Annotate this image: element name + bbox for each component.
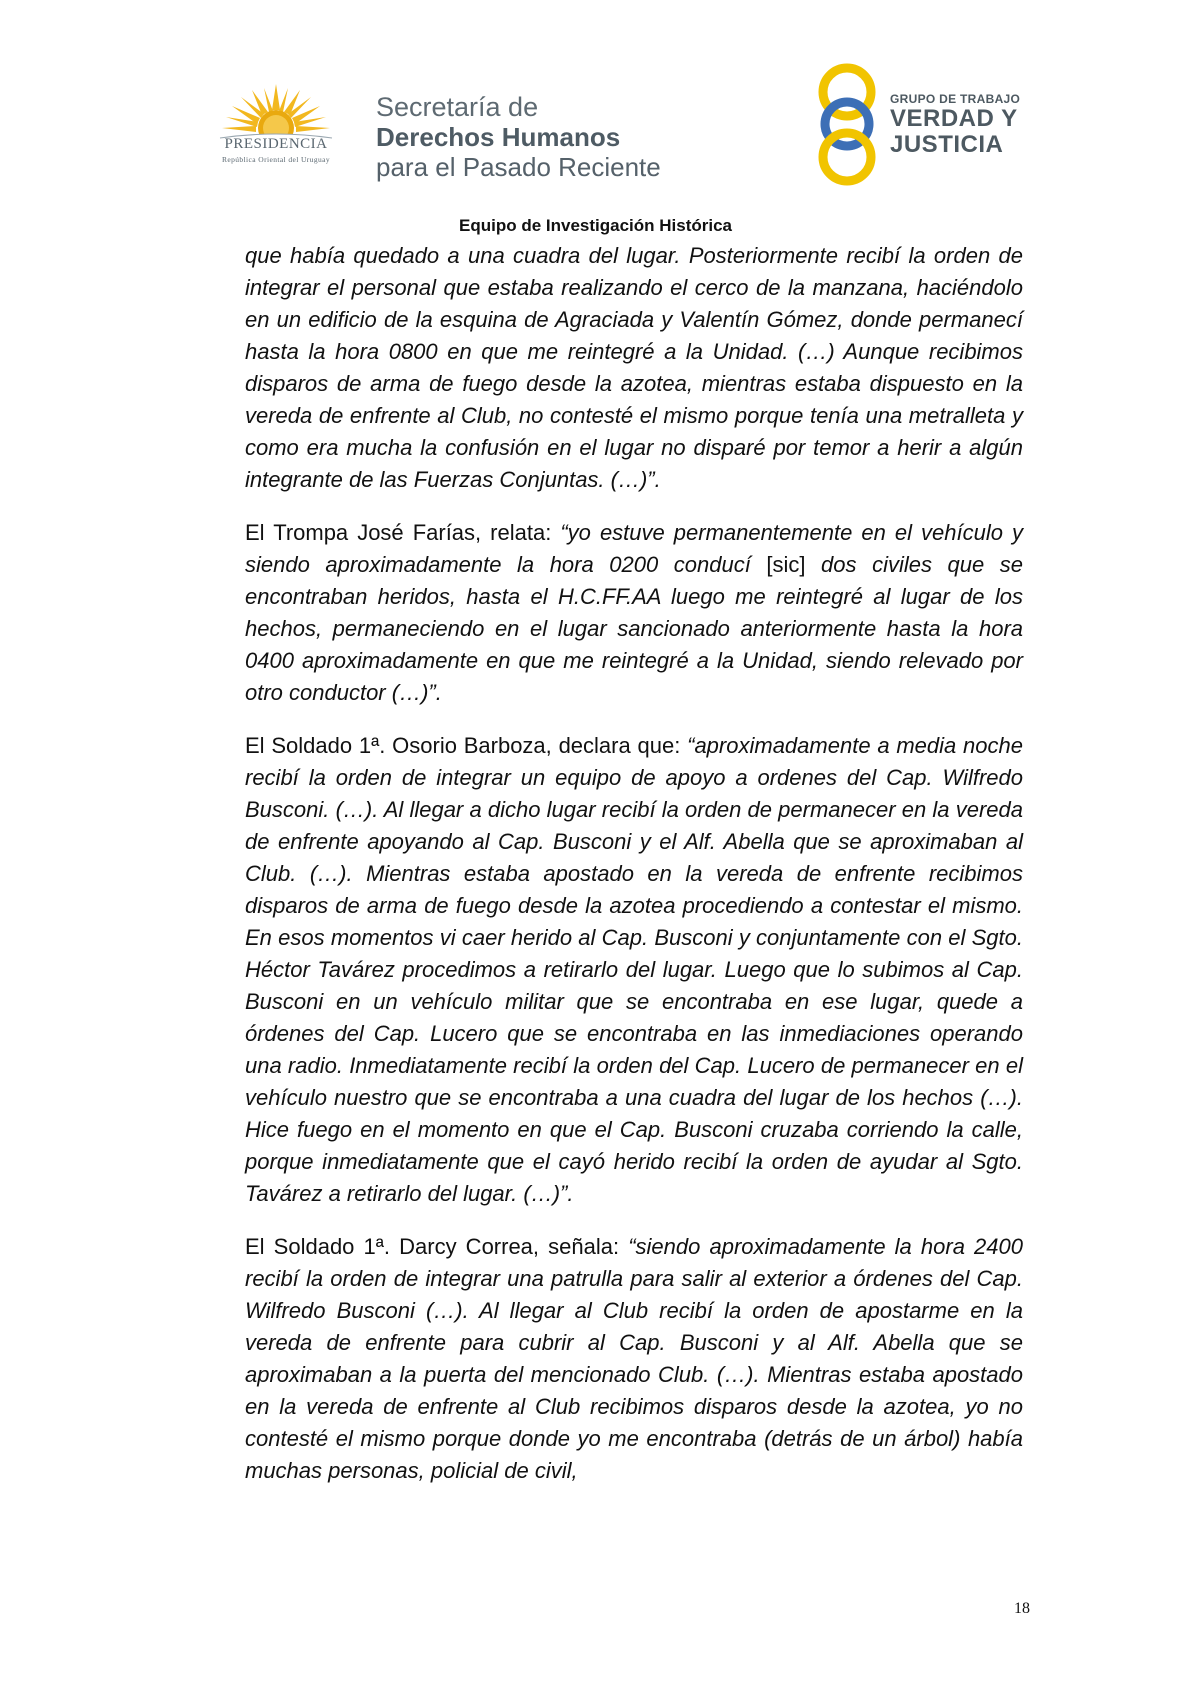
- paragraph-4: [245, 1231, 1023, 1487]
- paragraph-3-lead: El Soldado 1ª. Osorio Barboza, declara que:: [245, 733, 688, 758]
- paragraph-2-quote-b: dos civiles que se encontraban heridos, hasta el H.C.FF.AA luego me reintegré al lugar de los hechos, permaneciendo en el lugar sancionado anteriormente hasta la hora 0400 aproximadamente en que me reintegré a la Unidad, siendo relevado por otro conductor (…)”.: [245, 552, 1024, 705]
- paragraph-3-quote: “aproximadamente a media noche recibí la orden de integrar un equipo de apoyo a ordenes del Cap. Wilfredo Busconi. (…). Al llegar a dicho lugar recibí la orden de permanecer en la vereda de enfrente apoyando al Cap. Busconi y el Alf. Abella que se aproximaban al Club. (…). Mientras estaba apostado en la vereda de enfrente recibimos disparos de arma de fuego desde la azotea procediendo a contestar el mismo. En esos momentos vi caer herido al Cap. Busconi y conjuntamente con el Sgto. Héctor Tavárez procedimos a retirarlo del lugar. Luego que lo subimos al Cap. Busconi en un vehículo militar que se encontraba en ese lugar, quede a órdenes del Cap. Lucero que se encontraba en las inmediaciones operando una radio. Inmediatamente recibí la orden del Cap. Lucero de permanecer en el vehículo nuestro que se encontraba a una cuadra del lugar de los hechos (…). Hice fuego en el momento en que el Cap. Busconi cruzaba corriendo la calle, porque inmediatamente que el cayó herido recibí la orden de ayudar al Sgto. Tavárez a retirarlo del lugar. (…)”.: [245, 733, 1024, 1206]
- paragraph-4-lead: El Soldado 1ª. Darcy Correa, señala:: [245, 1234, 629, 1259]
- sun-emblem-icon: [216, 80, 336, 142]
- team-title: Equipo de Investigación Histórica: [459, 216, 732, 235]
- grupo-line2: VERDAD Y: [890, 105, 1018, 132]
- interlocked-rings-icon: [812, 62, 882, 187]
- presidencia-logo: [196, 80, 356, 190]
- grupo-line3: JUSTICIA: [890, 131, 1004, 158]
- secretaria-line1: Secretaría de: [376, 92, 539, 122]
- grupo-trabajo-logo: [812, 62, 1042, 192]
- paragraph-4-quote: “siendo aproximadamente la hora 2400 recibí la orden de integrar una patrulla para salir al exterior a órdenes del Cap. Wilfredo Busconi (…). Al llegar al Club recibí la orden de apostarme en la vereda de enfrente para cubrir al Cap. Busconi y al Alf. Abella que se aproximaban a la puerta del mencionado Club. (…). Mientras estaba apostado en la vereda de enfrente al Club recibimos disparos desde la azotea, yo no contesté el mismo porque donde yo me encontraba (detrás de un árbol) había muchas personas, policial de civil,: [245, 1234, 1023, 1483]
- document-body: [245, 240, 1023, 1508]
- page-number: 18: [1014, 1600, 1030, 1617]
- presidencia-name: PRESIDENCIA: [224, 136, 328, 152]
- paragraph-3: [245, 730, 1023, 1210]
- secretaria-line3: para el Pasado Reciente: [376, 152, 661, 182]
- presidencia-subtitle: República Oriental del Uruguay: [221, 155, 330, 164]
- paragraph-2-quote-a: “yo estuve permanentemente en el vehículo y siendo aproximadamente la hora 0200 conducí: [245, 520, 1023, 577]
- secretaria-logo: [376, 92, 661, 182]
- grupo-line1: GRUPO DE TRABAJO: [890, 92, 1021, 106]
- paragraph-1: [245, 240, 1023, 496]
- paragraph-2-lead: El Trompa José Farías, relata:: [245, 520, 561, 545]
- secretaria-line2: Derechos Humanos: [376, 122, 621, 152]
- paragraph-2: [245, 517, 1023, 709]
- paragraph-1-quote: que había quedado a una cuadra del lugar. Posteriormente recibí la orden de integrar el personal que estaba realizando el cerco de la manzana, haciéndolo en un edificio de la esquina de Agraciada y Valentín Gómez, donde permanecí hasta la hora 0800 en que me reintegré a la Unidad. (…) Aunque recibimos disparos de arma de fuego desde la azotea, mientras estaba dispuesto en la vereda de enfrente al Club, no contesté el mismo porque tenía una metralleta y como era mucha la confusión en el lugar no disparé por temor a herir a algún integrante de las Fuerzas Conjuntas. (…)”.: [245, 243, 1023, 492]
- paragraph-2-sic: [sic]: [750, 552, 822, 577]
